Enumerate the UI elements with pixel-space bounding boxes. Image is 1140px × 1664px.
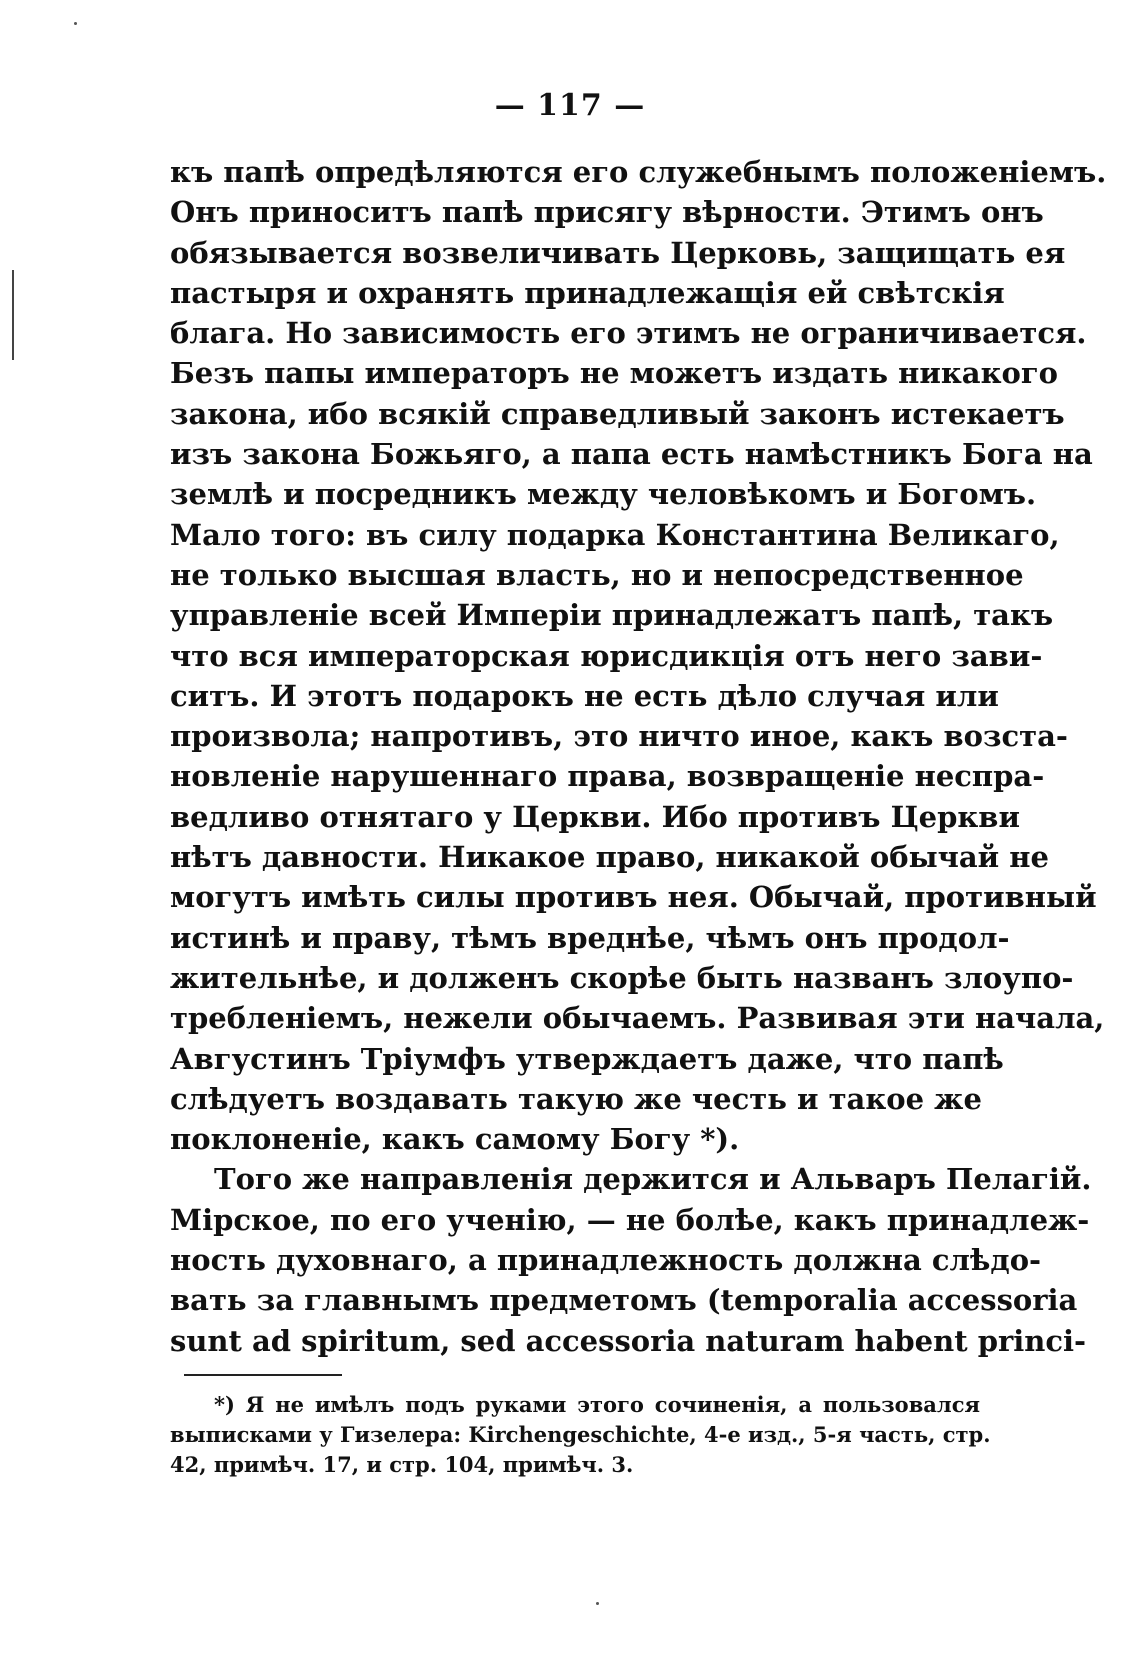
text-line: изъ закона Божьяго, а папа есть намѣстникъ Бога на (170, 437, 1093, 472)
text-line: что вся императорская юрисдикція отъ него зави- (170, 638, 1043, 673)
text-line: управленіе всей Имперіи принадлежатъ папѣ, такъ (170, 598, 1054, 633)
paragraph-2 (170, 1159, 1092, 1360)
scan-speck (74, 22, 77, 25)
text-line: жительнѣе, и долженъ скорѣе быть названъ злоупо- (170, 960, 1074, 995)
text-line: sunt ad spiritum, sed accessoria naturam habent princi- (170, 1323, 1087, 1358)
footnote-line: выписками у Гизелера: Kirchengeschichte, 4-е изд., 5-я часть, стр. (170, 1422, 991, 1447)
text-line: вать за главнымъ предметомъ (temporalia accessoria (170, 1283, 1078, 1318)
text-line: не только высшая власть, но и непосредственное (170, 557, 1024, 592)
text-line: ведливо отнятаго у Церкви. Ибо противъ Церкви (170, 799, 1020, 834)
text-line: закона, ибо всякій справедливый законъ истекаетъ (170, 396, 1065, 431)
text-line: пастыря и охранять принадлежащія ей свѣтскія (170, 275, 1005, 310)
text-line: Безъ папы императоръ не можетъ издать никакого (170, 356, 1058, 391)
text-line: ность духовнаго, а принадлежность должна слѣдо- (170, 1243, 1042, 1278)
main-text (170, 152, 1107, 1361)
text-line: могутъ имѣть силы противъ нея. Обычай, противный (170, 880, 1097, 915)
text-line: къ папѣ опредѣляются его служебнымъ положеніемъ. (170, 155, 1107, 189)
text-line: блага. Но зависимость его этимъ не ограничивается. (170, 316, 1087, 351)
footnote-line: *) Я не имѣлъ подъ руками этого сочиненія, а пользовался (214, 1392, 980, 1417)
text-line: произвола; напротивъ, это ничто иное, какъ возста- (170, 719, 1068, 754)
text-line: поклоненіе, какъ самому Богу *). (170, 1122, 740, 1157)
text-line: Мало того: въ силу подарка Константина Великаго, (170, 517, 1060, 552)
footnote (170, 1390, 991, 1480)
text-line: ситъ. И этотъ подарокъ не есть дѣло случая или (170, 678, 999, 713)
text-line: Мірское, по его ученію, — не болѣе, какъ принадлеж- (170, 1202, 1090, 1237)
footnote-line: 42, примѣч. 17, и стр. 104, примѣч. 3. (170, 1452, 634, 1477)
text-line: обязывается возвеличивать Церковь, защищать ея (170, 235, 1066, 270)
text-line: нѣтъ давности. Никакое право, никакой обычай не (170, 840, 1049, 875)
text-line: Августинъ Тріумфъ утверждаетъ даже, что папѣ (170, 1041, 1004, 1076)
footnote-divider (184, 1374, 342, 1376)
text-line: истинѣ и праву, тѣмъ вреднѣе, чѣмъ онъ продол- (170, 920, 1010, 955)
scan-margin-mark (12, 270, 14, 360)
text-line: Того же направленія держится и Альваръ Пелагій. (214, 1162, 1092, 1197)
text-line: Онъ приноситъ папѣ присягу вѣрности. Этимъ онъ (170, 195, 1044, 230)
text-line: новленіе нарушеннаго права, возвращеніе неспра- (170, 759, 1045, 794)
text-line: землѣ и посредникъ между человѣкомъ и Богомъ. (170, 477, 1037, 512)
text-line: требленіемъ, нежели обычаемъ. Развивая эти начала, (170, 1001, 1105, 1036)
paragraph-1 (170, 152, 1107, 1159)
text-line: слѣдуетъ воздавать такую же честь и такое же (170, 1081, 982, 1116)
page-number: — 117 — (494, 88, 646, 123)
scan-speck (596, 1602, 599, 1605)
